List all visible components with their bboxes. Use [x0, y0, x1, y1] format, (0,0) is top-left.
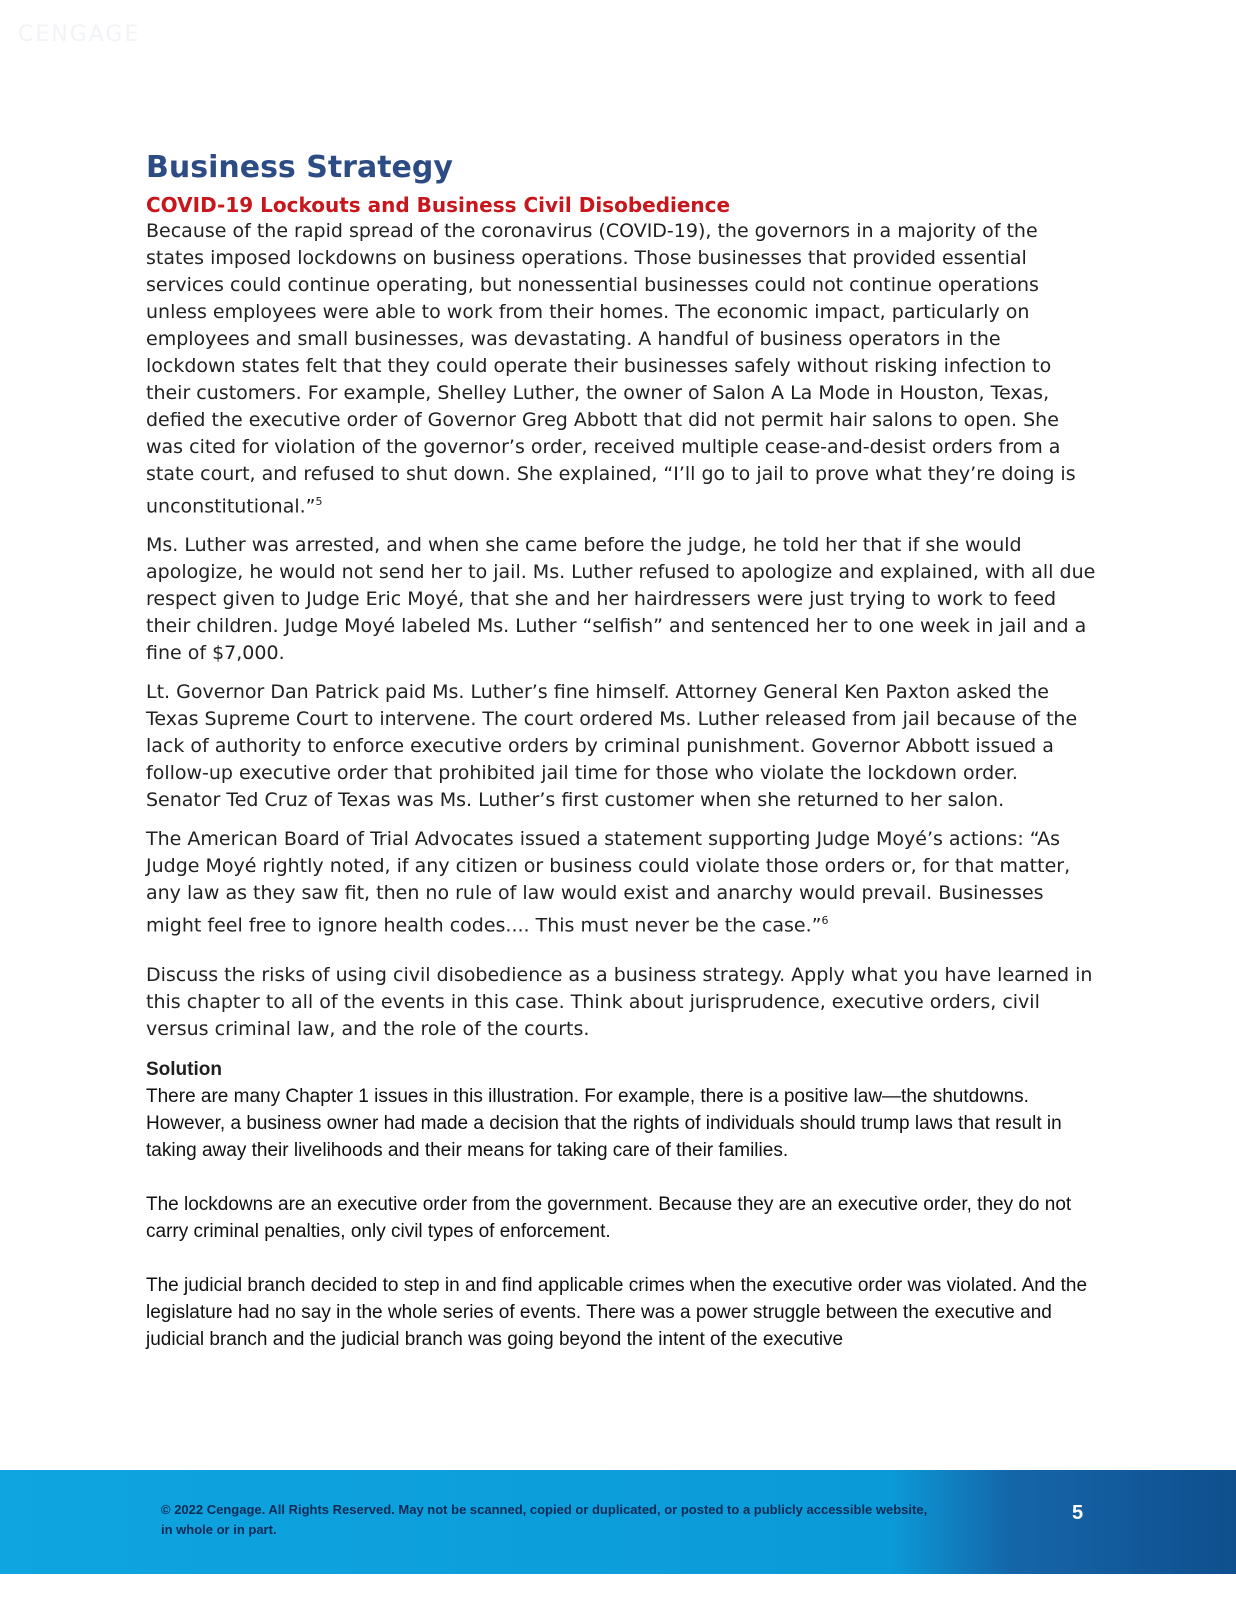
page-number: 5: [1072, 1502, 1084, 1524]
discussion-question: Discuss the risks of using civil disobedience as a business strategy. Apply what you have learned in this chapter to all of the events in this case. Think about jurisprudence, executive orders, civil versus criminal law, and the role of the courts.: [146, 963, 1093, 1040]
footnote-ref-5: 5: [315, 495, 323, 508]
solution-paragraph-2: The lockdowns are an executive order from the government. Because they are an executive order, they do not carry criminal penalties, only civil types of enforcement.: [146, 1193, 1072, 1242]
case-paragraph-4: The American Board of Trial Advocates issued a statement supporting Judge Moyé’s actions: “As Judge Moyé rightly noted, if any citizen or business could violate those orders or, for that matter, any law as they saw fit, then no rule of law would exist and anarchy would prevail. Businesses might feel free to ignore health codes.... This must never be the case.”$^6$: [146, 828, 1071, 937]
page-footer: [0, 1470, 1236, 1574]
cengage-watermark-logo: CENGAGE: [18, 22, 141, 47]
copyright-notice: © 2022 Cengage. All Rights Reserved. May not be scanned, copied or duplicated, or posted to a publicly accessible website, in whole or in part.: [161, 1502, 928, 1537]
case-paragraph-2: Ms. Luther was arrested, and when she came before the judge, he told her that if she would apologize, he would not send her to jail. Ms. Luther refused to apologize and explained, with all due respect given to Judge Eric Moyé, that she and her hairdressers were just trying to work to feed their children. Judge Moyé labeled Ms. Luther “selfish” and sentenced her to one week in jail and a fine of $7,000.: [146, 534, 1096, 665]
document-body: [146, 148, 1096, 1380]
solution-paragraph-3: The judicial branch decided to step in and find applicable crimes when the executive order was violated. And the legislature had no say in the whole series of events. There was a power struggle between the executive and judicial branch and the judicial branch was going beyond the intent of the executive: [146, 1274, 1088, 1350]
solution-heading: Solution: [146, 1058, 222, 1080]
case-paragraph-1: Because of the rapid spread of the coronavirus (COVID-19), the governors in a majority of the states imposed lockdowns on business operations. Those businesses that provided essential services could continue operating, but nonessential businesses could not continue operations unless employees were able to work from their homes. The economic impact, particularly on employees and small businesses, was devastating. A handful of business operators in the lockdown states felt that they could operate their businesses safely without risking infection to their customers. For example, Shelley Luther, the owner of Salon A La Mode in Houston, Texas, defied the executive order of Governor Greg Abbott that did not permit hair salons to open. She was cited for violation of the governor’s order, received multiple cease-and-desist orders from a state court, and refused to shut down. She explained, “I’ll go to jail to prove what they’re doing is unconstitutional.”$^5$: [146, 220, 1076, 518]
section-heading: Business Strategy: [146, 150, 453, 185]
solution-paragraph-1: There are many Chapter 1 issues in this illustration. For example, there is a positive law—the shutdowns. However, a business owner had made a decision that the rights of individuals should trump laws that result in taking away their livelihoods and their means for taking care of their families.: [146, 1085, 1062, 1161]
case-paragraph-3: Lt. Governor Dan Patrick paid Ms. Luther’s fine himself. Attorney General Ken Paxton asked the Texas Supreme Court to intervene. The court ordered Ms. Luther released from jail because of the lack of authority to enforce executive orders by criminal punishment. Governor Abbott issued a follow-up executive order that prohibited jail time for those who violate the lockdown order. Senator Ted Cruz of Texas was Ms. Luther’s first customer when she returned to her salon.: [146, 681, 1078, 812]
case-subheading: COVID-19 Lockouts and Business Civil Disobedience: [146, 193, 731, 217]
footnote-ref-6: 6: [821, 914, 829, 928]
